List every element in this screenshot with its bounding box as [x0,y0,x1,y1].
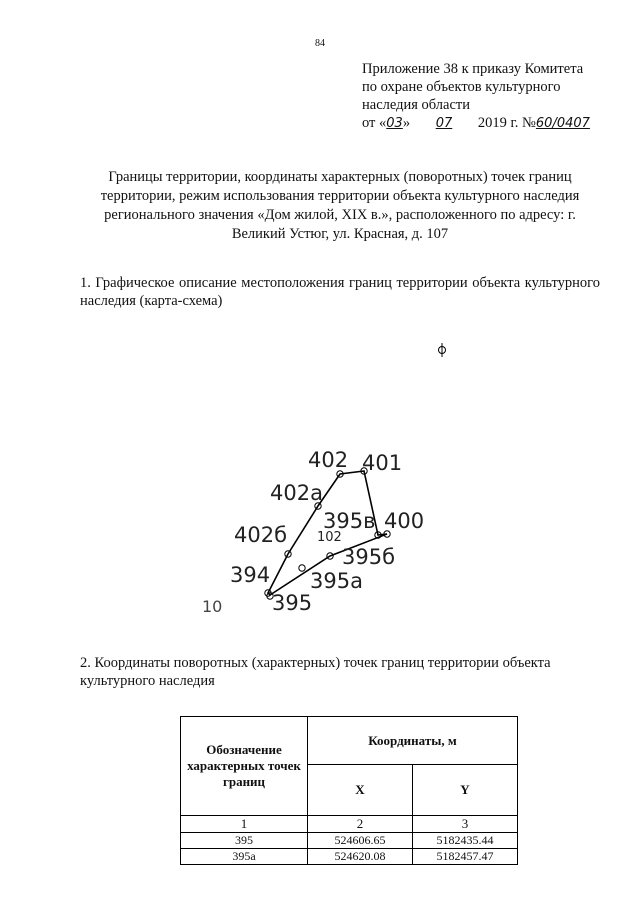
header-y: Y [413,765,518,816]
date-mid: » [402,115,414,131]
date-month: 07 [435,116,453,131]
label-395a: 395а [310,569,363,593]
date-year: 2019 г. № [474,115,536,131]
section-2-heading: 2. Координаты поворотных (характерных) точек границ территории объекта культурного наследия [80,655,551,689]
appendix-line-1: Приложение 38 к приказу Комитета [362,61,584,77]
col-number: 1 [181,816,308,833]
label-401: 401 [362,451,403,475]
date-day: 03 [386,116,403,131]
building-number: 102 [317,530,342,545]
x-cell: 524620.08 [308,849,413,865]
page-number: 84 [315,38,325,49]
label-400: 400 [384,509,425,533]
table-row [181,849,518,865]
label-394: 394 [230,563,271,587]
label-395b: 395б [342,545,396,569]
appendix-line-3: наследия области [362,97,471,113]
y-cell: 5182435.44 [413,833,518,849]
north-arrow-icon [439,343,446,357]
point-cell: 395 [181,833,308,849]
label-402: 402 [308,448,349,472]
order-number: 60/0407 [535,116,590,131]
appendix-date-line [362,114,632,133]
boundary-map [190,330,450,620]
section-1-heading: 1. Графическое описание местоположения границ территории объекта культурного наследия (карта-схема) [80,275,600,309]
col-number: 3 [413,816,518,833]
x-cell: 524606.65 [308,833,413,849]
header-coordinates: Координаты, м [308,717,518,765]
header-points: Обозначение характерных точек границ [181,717,308,816]
col-number: 2 [308,816,413,833]
appendix-line-2: по охране объектов культурного [362,79,561,95]
y-cell: 5182457.47 [413,849,518,865]
label-395v: 395в [323,509,376,533]
document-title: Границы территории, координаты характерных (поворотных) точек границ территории, режим использования территории объекта культурного наследия регионального значения «Дом жилой, XIX в.», расположенного по адресу: г. Великий Устюг, ул. Красная, д. 107 [100,169,580,242]
label-402b: 402б [234,523,288,547]
date-prefix: от « [362,115,387,131]
label-402a: 402а [270,481,323,505]
coordinates-table [180,716,518,865]
fragment-label: 10 [202,597,223,616]
label-395: 395 [272,591,313,615]
point-395a [299,565,305,571]
table-row-numbering [181,816,518,833]
table-row [181,833,518,849]
header-x: X [308,765,413,816]
point-cell: 395а [181,849,308,865]
appendix-header [362,60,632,133]
